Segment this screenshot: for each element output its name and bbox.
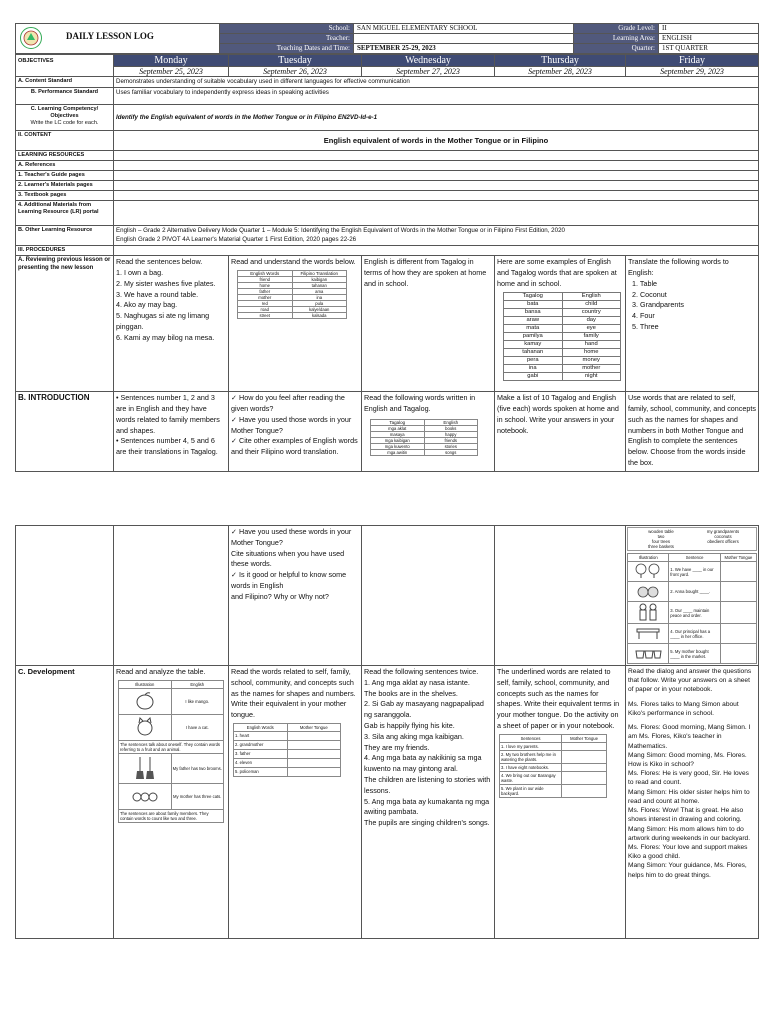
intro2-fri-table (627, 553, 757, 664)
tb-label: 3. Textbook pages (16, 191, 114, 201)
intro-thursday: Make a list of 10 Tagalog and English (five each) words spoken at home and in school. Write your answers in your notebook. (495, 392, 626, 472)
date-tuesday: September 26, 2023 (229, 67, 362, 77)
review-friday (626, 256, 759, 392)
table-cell: pera (504, 356, 563, 364)
review-fri-item: 5. Three (632, 322, 659, 332)
table-cell: 4. Our principal has a ____ in her office. (669, 624, 721, 644)
dev-wed-line: The books are in the shelves. (364, 688, 458, 698)
intro-mon-line: • Sentences number 4, 5 and 6 are their translations in Tagalog. (116, 436, 218, 457)
additional-materials-label: 4. Additional Materials from Learning Resource (LR) portal (16, 201, 114, 226)
table-cell: mother (238, 295, 293, 301)
table-header: Sentence (669, 554, 721, 562)
table-header: Illustration (628, 554, 669, 562)
procedures-label: III. PROCEDURES (16, 246, 114, 256)
dev-tue-table (233, 723, 341, 777)
intro2-friday (626, 526, 759, 666)
table-cell: tahanan (292, 283, 347, 289)
intro2-tue-line: Cite situations when you have used these words. (231, 548, 345, 569)
day-tuesday: Tuesday (229, 55, 362, 67)
table-cell: bata (504, 300, 563, 308)
box-word: obedient officers (707, 539, 739, 544)
dialog-line: Mang Simon: Good morning, Ms. Flores. How is Kiko in school? (628, 751, 747, 768)
table-header: English Words (234, 723, 288, 731)
grade-value: II (659, 24, 759, 34)
table-cell: My father has two brooms. (171, 753, 224, 783)
dev-thursday (495, 666, 626, 939)
quarter-label: Quarter: (574, 44, 659, 54)
other-resource-2: English Grade 2 PIVOT 4A Learner's Material Quarter 1 First Edition, 2020 pages 22-26 (116, 235, 357, 243)
table-cell: happy (424, 431, 478, 437)
table-cell: 1. I love my parents. (500, 742, 562, 750)
table-header: Filipino Translation (292, 271, 347, 277)
dev-wed-line: 2. Si Gab ay masayang nagpapalipad ng saranggola. (364, 699, 484, 720)
table-cell: pamilya (504, 332, 563, 340)
content-label: II. CONTENT (16, 131, 114, 151)
review-monday (114, 256, 229, 392)
review-tue-lead: Read and understand the words below. (231, 257, 356, 267)
dev-thu-lead: The underlined words are related to self, family, school, community, and concepts such as the names for shapes. Write their equivalent terms in your mother tongue. Do the activity on a sheet of paper or in your notebook. (497, 667, 620, 730)
lm-label: 2. Learner's Materials pages (16, 181, 114, 191)
intro-wed-lead: Read the following words written in English and Tagalog. (364, 393, 476, 414)
review-thu-table (503, 292, 621, 381)
development-label: C. Development (16, 666, 114, 939)
content-standard-value: Demonstrates understanding of suitable vocabulary used in different languages for effective communication (114, 77, 759, 88)
dev-wed-line: 1. Ang mga aklat ay nasa istante. (364, 677, 470, 687)
date-friday: September 29, 2023 (626, 67, 759, 77)
table-header: Mother Tongue (562, 734, 607, 742)
day-wednesday: Wednesday (362, 55, 495, 67)
cats-icon (131, 788, 159, 804)
table-cell: 5. We plant in our wide backyard. (500, 784, 562, 797)
trees-icon (633, 563, 663, 579)
table-cell: friend (238, 277, 293, 283)
table-cell: pula (292, 301, 347, 307)
intro2-tue-line: ✓ Have you used these words in your Mother Tongue? (231, 527, 352, 547)
table-cell: child (562, 300, 621, 308)
table-header: Sentences (500, 734, 562, 742)
table-cell: I like mango. (171, 688, 224, 714)
dev-mon-table (118, 680, 224, 823)
table-cell: red (238, 301, 293, 307)
table-cell: street (238, 313, 293, 319)
table-header: English (171, 680, 224, 688)
table-cell: stories (424, 443, 478, 449)
dialog-line: Mang Simon: His older sister helps him to read and count at home. (628, 788, 750, 805)
competency-value: Identify the English equivalent of words in the Mother Tongue or in Filipino EN2VD-Id-e-1 (114, 105, 759, 131)
dialog-line: Ms. Flores: Wow! That is great. He also shows interest in drawing and coloring. (628, 807, 744, 824)
table-cell: mata (504, 324, 563, 332)
day-thursday: Thursday (495, 55, 626, 67)
table-header: English (424, 419, 478, 425)
box-word: my grandparents (706, 529, 740, 534)
table-cell: road (238, 307, 293, 313)
review-fri-item: 3. Grandparents (632, 300, 684, 310)
table-cell: kalsada (292, 313, 347, 319)
table-header: Illustration (119, 680, 172, 688)
table-cell: 3. I have eight notebooks. (500, 763, 562, 771)
table-cell: My mother has three cats. (171, 783, 224, 809)
table-cell: hand (562, 340, 621, 348)
table-cell: friends (424, 437, 478, 443)
review-fri-item: 4. Four (632, 311, 655, 321)
dev-tuesday (229, 666, 362, 939)
table-cell: araw (504, 316, 563, 324)
table-cell: 2. grandmother (234, 740, 288, 749)
quarter-value: 1ST QUARTER (659, 44, 759, 54)
review-mon-item: 5. Naghugas si ate ng limang pinggan. (116, 311, 210, 332)
dll-title: DAILY LESSON LOG (66, 31, 154, 41)
area-value: ENGLISH (659, 34, 759, 44)
dialog-line: Ms. Flores: Good morning, Mang Simon. I am Ms. Flores, Kiko's teacher in Mathematics. (628, 724, 751, 750)
review-tue-table (237, 270, 347, 319)
dialog-line: Ms. Flores: He is very good, Sir. He loves to read and count. (628, 770, 749, 787)
table-cell: mother (562, 364, 621, 372)
lesson-table-continued (15, 525, 759, 939)
table-cell: 2. Anna bought ____. (669, 582, 721, 602)
intro-monday (114, 392, 229, 472)
dev-wed-line: The children are listening to stories with lessons. (364, 774, 491, 795)
table-cell: tahanan (504, 348, 563, 356)
dev-wed-line: They are my friends. (364, 742, 430, 752)
table-cell: mga kuwento (371, 443, 425, 449)
dialog-line: Ms. Flores: Your love and support makes Kiko a good child. (628, 843, 748, 861)
school-value: SAN MIGUEL ELEMENTARY SCHOOL (354, 24, 574, 34)
dev-wed-line: 3. Sila ang aking mga kaibigan. (364, 731, 464, 741)
date-thursday: September 28, 2023 (495, 67, 626, 77)
dev-fri-lead: Read the dialog and answer the questions that follow. Write your answers on a sheet of paper or in your notebook. (628, 668, 752, 694)
review-mon-item: 6. Kami ay may bilog na mesa. (116, 332, 215, 342)
review-wednesday: English is different from Tagalog in terms of how they are spoken at home and in school. (362, 256, 495, 392)
page-1 (15, 23, 758, 472)
table-cell: night (562, 372, 621, 380)
table-cell: day (562, 316, 621, 324)
table-cell: I have a cat. (171, 714, 224, 740)
table-cell: 2. My two brothers help me in watering the plants. (500, 750, 562, 763)
dev-wed-line: 4. Ang mga bata ay nakikinig sa mga kuwento na may gintong aral. (364, 753, 482, 774)
lesson-table (15, 54, 759, 472)
review-mon-item: 1. I own a bag. (116, 268, 164, 278)
date-monday: September 25, 2023 (114, 67, 229, 77)
performance-value: Uses familiar vocabulary to independently express ideas in speaking activities (114, 88, 759, 105)
table-cell: kamay (504, 340, 563, 348)
dev-mon-note: The sentences talk about oneself. They contain words referring to a fruit and an animal. (119, 740, 224, 753)
deped-seal-icon (20, 26, 42, 50)
dev-wed-line: The pupils are singing children's songs. (364, 818, 490, 828)
table-cell: ina (292, 295, 347, 301)
page-2 (15, 525, 758, 939)
table-cell: 1. heart (234, 731, 288, 740)
table-cell: 3. Our ____ maintain peace and order. (669, 602, 721, 624)
box-word: wooden table (648, 529, 674, 534)
dev-wed-line: Gab is happily flying his kite. (364, 720, 455, 730)
content-standard-label: A. Content Standard (16, 77, 114, 88)
intro-friday: Use words that are related to self, family, school, community, and concepts such as the names for shapes and numbers in both Mother Tongue and English to complete the sentences below. Choose from the words inside the box. (626, 392, 759, 472)
table-cell: mga kaibigan (371, 437, 425, 443)
lc-code-note: Write the LC code for each. (30, 120, 99, 127)
tg-label: 1. Teacher's Guide pages (16, 171, 114, 181)
intro2-tuesday (229, 526, 362, 666)
objectives-label: OBJECTIVES (16, 55, 114, 77)
area-label: Learning Area: (574, 34, 659, 44)
table-cell: 3. father (234, 749, 288, 758)
dev-monday (114, 666, 229, 939)
table-cell: eye (562, 324, 621, 332)
day-monday: Monday (114, 55, 229, 67)
dev-tue-lead: Read the words related to self, family, school, community, and concepts such as the names for shapes and numbers. Write their equivalent in your mother tongue. (231, 667, 356, 720)
table-cell: ama (292, 289, 347, 295)
mango-icon (134, 691, 156, 711)
content-value: English equivalent of words in the Mother Tongue or in Filipino (114, 131, 759, 151)
brooms-icon (133, 755, 157, 781)
dev-wed-line: 5. Ang mga bata ay kumakanta ng mga awiting pambata. (364, 796, 490, 817)
dev-thu-table (499, 734, 607, 798)
table-cell: father (238, 289, 293, 295)
teacher-label: Teacher: (220, 34, 354, 44)
table-cell: 5. My mother bought ____ in the market. (669, 644, 721, 664)
day-friday: Friday (626, 55, 759, 67)
competency-label-text: C. Learning Competency/ Objectives (30, 106, 99, 120)
table-header: Mother Tongue (287, 723, 341, 731)
cat-icon (134, 717, 156, 737)
dev-wed-lead: Read the following sentences twice. (364, 667, 479, 676)
intro-tuesday (229, 392, 362, 472)
teacher-value (354, 34, 574, 44)
review-mon-item: 4. Ako ay may bag. (116, 300, 178, 310)
table-cell: money (562, 356, 621, 364)
table-icon (635, 626, 661, 640)
other-resource-value (114, 226, 759, 246)
intro-tue-line: ✓ Cite other examples of English words and their Filipino word translation. (231, 436, 358, 457)
table-cell: kalye/daan (292, 307, 347, 313)
dev-wednesday (362, 666, 495, 939)
table-cell: 1. We have ____ in our front yard. (669, 562, 721, 582)
table-cell: home (238, 283, 293, 289)
review-mon-lead: Read the sentences below. (116, 257, 203, 267)
word-box (627, 527, 757, 551)
table-cell: gabi (504, 372, 563, 380)
table-cell: family (562, 332, 621, 340)
review-thursday (495, 256, 626, 392)
table-cell: country (562, 308, 621, 316)
coconuts-icon (635, 584, 661, 598)
grade-label: Grade Level: (574, 24, 659, 34)
header-table (15, 23, 759, 54)
review-mon-item: 3. We have a round table. (116, 289, 199, 299)
review-thu-lead: Here are some examples of English and Tagalog words that are spoken at home and in school. (497, 257, 617, 288)
dialog-line: Mang Simon: Your guidance, Ms. Flores, helps him to do great things. (628, 862, 747, 879)
references-label: A. References (16, 161, 114, 171)
dev-friday (626, 666, 759, 939)
dates-label: Teaching Dates and Time: (220, 44, 354, 54)
intro-tue-line: ✓ Have you used those words in your Mother Tongue? (231, 414, 352, 435)
performance-label: B. Performance Standard (16, 88, 114, 105)
baskets-icon (634, 647, 662, 659)
table-header: Mother Tongue (720, 554, 756, 562)
intro2-tue-line: and Filipino? Why or Why not? (231, 591, 329, 601)
dialog-line: Mang Simon: His mom allows him to do artwork during weekends in our backyard. (628, 825, 751, 842)
dates-value: SEPTEMBER 25-29, 2023 (354, 44, 574, 54)
intro-wednesday (362, 392, 495, 472)
dev-fri-intro: Ms. Flores talks to Mang Simon about Kiko's performance in school. (628, 700, 739, 717)
competency-label (16, 105, 114, 131)
table-header: English (562, 292, 621, 300)
table-cell: masaya (371, 431, 425, 437)
table-cell: 5. policeman (234, 767, 288, 776)
table-header: Tagalog (504, 292, 563, 300)
intro-mon-line: • Sentences number 1, 2 and 3 are in English and they have words related to family members and shapes. (116, 393, 220, 435)
table-cell: mga awitin (371, 449, 425, 455)
table-cell: home (562, 348, 621, 356)
review-fri-lead: Translate the following words to English: (628, 257, 729, 278)
officers-icon (635, 603, 661, 621)
review-fri-item: 2. Coconut (632, 289, 667, 299)
table-cell: mga aklat (371, 425, 425, 431)
review-mon-item: 2. My sister washes five plates. (116, 278, 216, 288)
intro2-tue-line: ✓ Is it good or helpful to know some words in English (231, 570, 347, 590)
review-fri-item: 1. Table (632, 278, 658, 288)
resources-label: LEARNING RESOURCES (16, 151, 114, 161)
box-word: four trees (651, 539, 671, 544)
table-cell: bansa (504, 308, 563, 316)
table-cell: ina (504, 364, 563, 372)
date-wednesday: September 27, 2023 (362, 67, 495, 77)
school-label: School: (220, 24, 354, 34)
dev-mon-note: The sentences are about family members. They contain words to count like two and three. (119, 809, 224, 822)
table-cell: kaibigan (292, 277, 347, 283)
table-header: English Words (238, 271, 293, 277)
box-word: two (657, 534, 665, 539)
review-label: A. Reviewing previous lesson or presenting the new lesson (16, 256, 114, 392)
box-word: coconuts (714, 534, 732, 539)
table-cell: books (424, 425, 478, 431)
review-tuesday (229, 256, 362, 392)
other-resource-1: English – Grade 2 Alternative Delivery Mode Quarter 1 – Module 5: Identifying the English Equivalent of Words in the Mother Tongue or in Filipino First Edition, 2020 (116, 227, 565, 235)
table-cell: 4. We bring out our Barangay waste. (500, 771, 562, 784)
intro-wed-table (370, 419, 478, 456)
dev-mon-lead: Read and analyze the table. (116, 667, 206, 676)
introduction-label: B. INTRODUCTION (16, 392, 114, 472)
intro-tue-line: ✓ How do you feel after reading the given words? (231, 393, 345, 414)
other-resource-label: B. Other Learning Resource (16, 226, 114, 246)
table-cell: 4. eleven (234, 758, 288, 767)
box-word: three baskets (648, 544, 674, 549)
table-header: Tagalog (371, 419, 425, 425)
table-cell: songs (424, 449, 478, 455)
